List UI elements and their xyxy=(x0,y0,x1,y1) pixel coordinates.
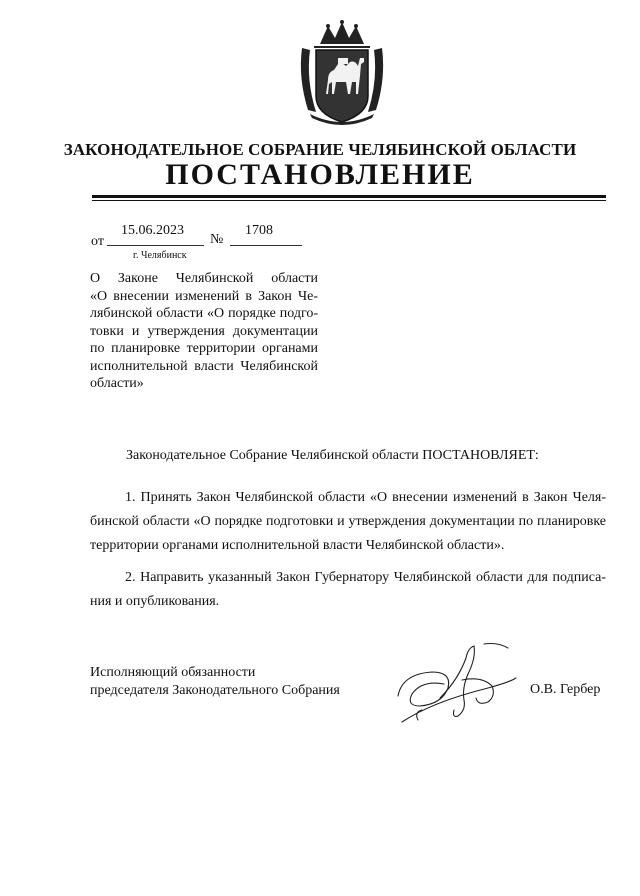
coat-of-arms-emblem xyxy=(298,18,386,126)
paragraph-line: 1. Принять Закон Челябинской области «О внесении изменений в Закон Челя- xyxy=(125,490,606,505)
document-number: 1708 xyxy=(245,223,273,238)
document-subject xyxy=(90,270,318,393)
paragraph-line: ния и опубликования. xyxy=(90,594,220,609)
signer-name: О.В. Гербер xyxy=(530,682,601,697)
date-underline xyxy=(107,245,204,246)
header-rule-thick xyxy=(92,195,606,198)
resolves-statement: Законодательное Собрание Челябинской области ПОСТАНОВЛЯЕТ: xyxy=(126,448,539,463)
date-prefix: от xyxy=(91,234,104,249)
subject-line: лябинской области «О порядке подго- xyxy=(90,306,318,321)
number-underline xyxy=(230,245,302,246)
subject-line: области» xyxy=(90,376,144,391)
subject-line: по планировке территории органами xyxy=(90,341,318,356)
paragraph-item-2 xyxy=(90,566,606,614)
paragraph-item-1 xyxy=(90,486,606,558)
city-label: г. Челябинск xyxy=(133,250,187,261)
subject-line: исполнительной власти Челябинской xyxy=(90,358,318,374)
document-date: 15.06.2023 xyxy=(121,223,184,238)
header-rule-thin xyxy=(92,200,606,201)
subject-line: О Законе Челябинской области xyxy=(90,271,318,286)
number-sign: № xyxy=(210,232,224,247)
paragraph-line: бинской области «О порядке подготовки и утверждения документации по планировке xyxy=(90,514,606,529)
subject-line: «О внесении изменений в Закон Че- xyxy=(90,288,318,304)
signer-position-line: Исполняющий обязанности xyxy=(90,665,256,680)
document-type-title: ПОСТАНОВЛЕНИЕ xyxy=(165,158,475,191)
paragraph-line: 2. Направить указанный Закон Губернатору Челябинской области для подписа- xyxy=(125,570,606,585)
signer-position-line: председателя Законодательного Собрания xyxy=(90,683,340,698)
subject-line: товки и утверждения документации xyxy=(90,323,318,339)
paragraph-line: территории органами исполнительной власти Челябинской области». xyxy=(90,538,505,553)
handwritten-signature xyxy=(392,640,522,730)
organization-name: ЗАКОНОДАТЕЛЬНОЕ СОБРАНИЕ ЧЕЛЯБИНСКОЙ ОБЛАСТИ xyxy=(63,140,577,159)
signer-position xyxy=(90,664,340,700)
